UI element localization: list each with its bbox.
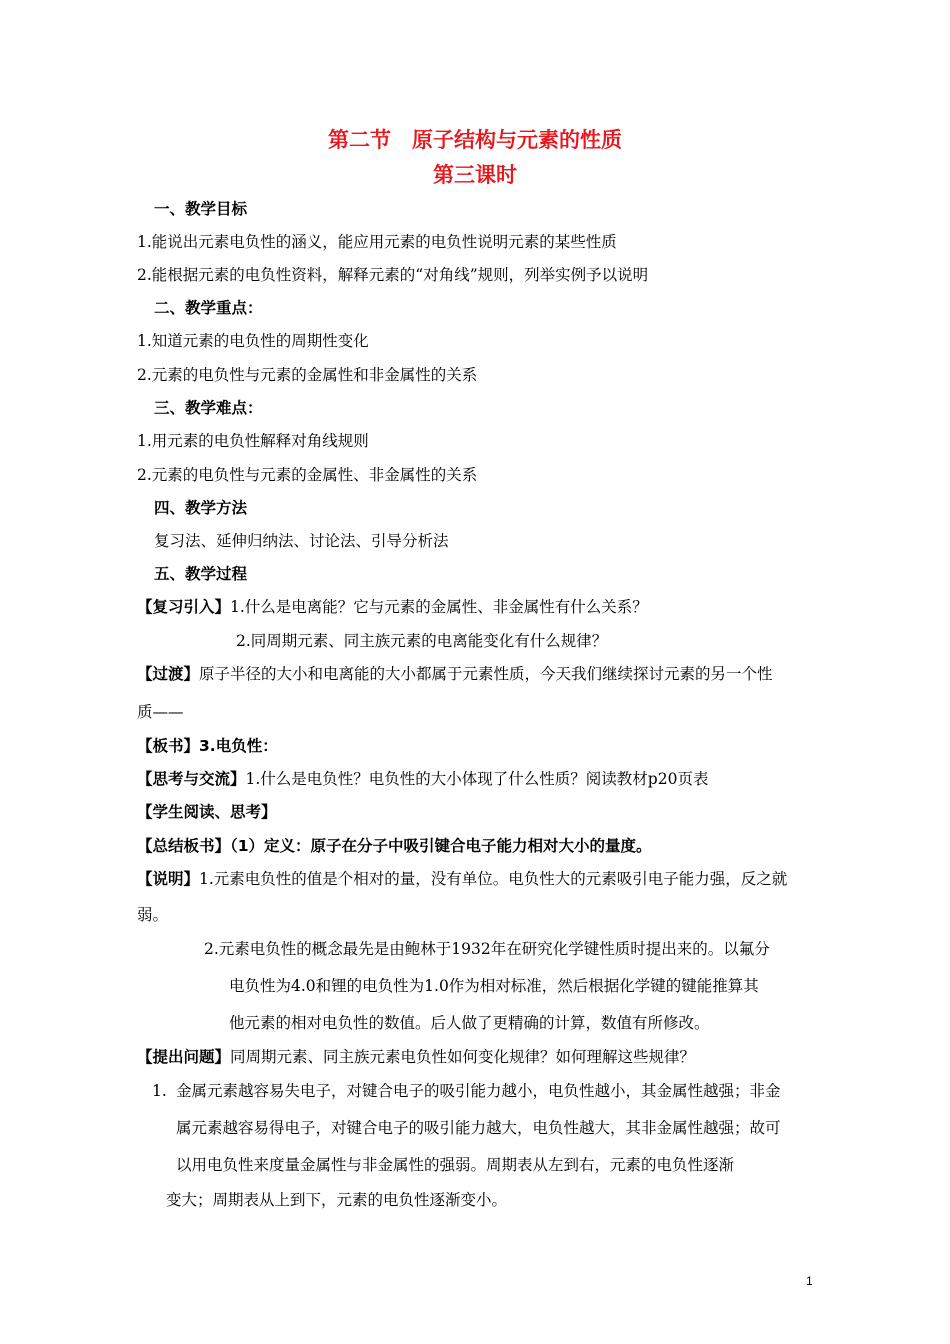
question-line — [137, 1046, 695, 1068]
think-tag: 【思考与交流】 — [137, 770, 246, 788]
objectives-heading: 一、教学目标 — [154, 199, 248, 218]
difficulty-item: 2.元素的电负性与元素的金属性、非金属性的关系 — [137, 466, 478, 484]
review-tag: 【复习引入】 — [137, 598, 231, 616]
board-line — [137, 735, 278, 757]
transition-text: 原子半径的大小和电离能的大小都属于元素性质，今天我们继续探讨元素的另一个性 — [199, 665, 773, 683]
explain-point-2-cont: 他元素的相对电负性的数值。后人做了更精确的计算，数值有所修改。 — [229, 1014, 710, 1032]
transition-line — [137, 663, 773, 685]
think-line — [137, 768, 708, 790]
transition-tag: 【过渡】 — [137, 665, 200, 683]
methods-text: 复习法、延伸归纳法、讨论法、引导分析法 — [154, 532, 449, 550]
summary-tag: 【总结板书】 — [137, 837, 231, 855]
summary-line — [137, 835, 652, 857]
board-text: 3.电负性： — [199, 737, 278, 755]
question-text: 同周期元素、同主族元素电负性如何变化规律？如何理解这些规律？ — [230, 1048, 696, 1066]
process-heading: 五、教学过程 — [154, 564, 248, 583]
review-line — [137, 596, 648, 618]
difficulty-item: 1.用元素的电负性解释对角线规则 — [137, 432, 369, 450]
difficulties-heading: 三、教学难点： — [154, 398, 263, 417]
transition-text-cont: 质—— — [137, 703, 184, 721]
key-point-item: 1.知道元素的电负性的周期性变化 — [137, 332, 369, 350]
answer-text: 金属元素越容易失电子，对键合电子的吸引能力越小，电负性越小，其金属性越强；非金 — [176, 1082, 781, 1100]
answer-number: 1. — [152, 1082, 167, 1100]
objective-item: 2.能根据元素的电负性资料，解释元素的“对角线”规则，列举实例予以说明 — [137, 266, 649, 284]
reading-tag: 【学生阅读、思考】 — [137, 803, 277, 821]
page-title: 第二节 原子结构与元素的性质 — [328, 128, 622, 152]
key-point-item: 2.元素的电负性与元素的金属性和非金属性的关系 — [137, 366, 478, 384]
answer-text-cont: 以用电负性来度量金属性与非金属性的强弱。周期表从左到右，元素的电负性逐渐 — [176, 1156, 735, 1174]
explain-text-cont: 弱。 — [137, 906, 169, 924]
review-question-1: 1.什么是电离能？它与元素的金属性、非金属性有什么关系？ — [230, 598, 648, 616]
page-number: 1 — [806, 1274, 813, 1288]
explain-line — [137, 868, 787, 890]
answer-text-cont: 变大；周期表从上到下，元素的电负性逐渐变小。 — [166, 1191, 508, 1209]
board-tag: 【板书】 — [137, 737, 200, 755]
explain-point-2-cont: 电负性为4.0和锂的电负性为1.0作为相对标准，然后根据化学键的键能推算其 — [229, 977, 759, 995]
explain-point-2: 2.元素电负性的概念最先是由鲍林于1932年在研究化学键性质时提出来的。以氟分 — [204, 940, 770, 958]
page-subtitle: 第三课时 — [433, 163, 517, 187]
summary-text: （1）定义：原子在分子中吸引键合电子能力相对大小的量度。 — [230, 837, 652, 855]
question-tag: 【提出问题】 — [137, 1048, 231, 1066]
methods-heading: 四、教学方法 — [154, 498, 248, 517]
explain-text: 1.元素电负性的值是个相对的量，没有单位。电负性大的元素吸引电子能力强，反之就 — [199, 870, 788, 888]
review-question-2: 2.同周期元素、同主族元素的电离能变化有什么规律？ — [236, 632, 608, 650]
explain-tag: 【说明】 — [137, 870, 200, 888]
answer-text-cont: 属元素越容易得电子，对键合电子的吸引能力越大，电负性越大，其非金属性越强；故可 — [176, 1119, 781, 1137]
think-text: 1.什么是电负性？电负性的大小体现了什么性质？阅读教材p20页表 — [245, 770, 709, 788]
key-points-heading: 二、教学重点： — [154, 298, 263, 317]
objective-item: 1.能说出元素电负性的涵义，能应用元素的电负性说明元素的某些性质 — [137, 233, 617, 251]
